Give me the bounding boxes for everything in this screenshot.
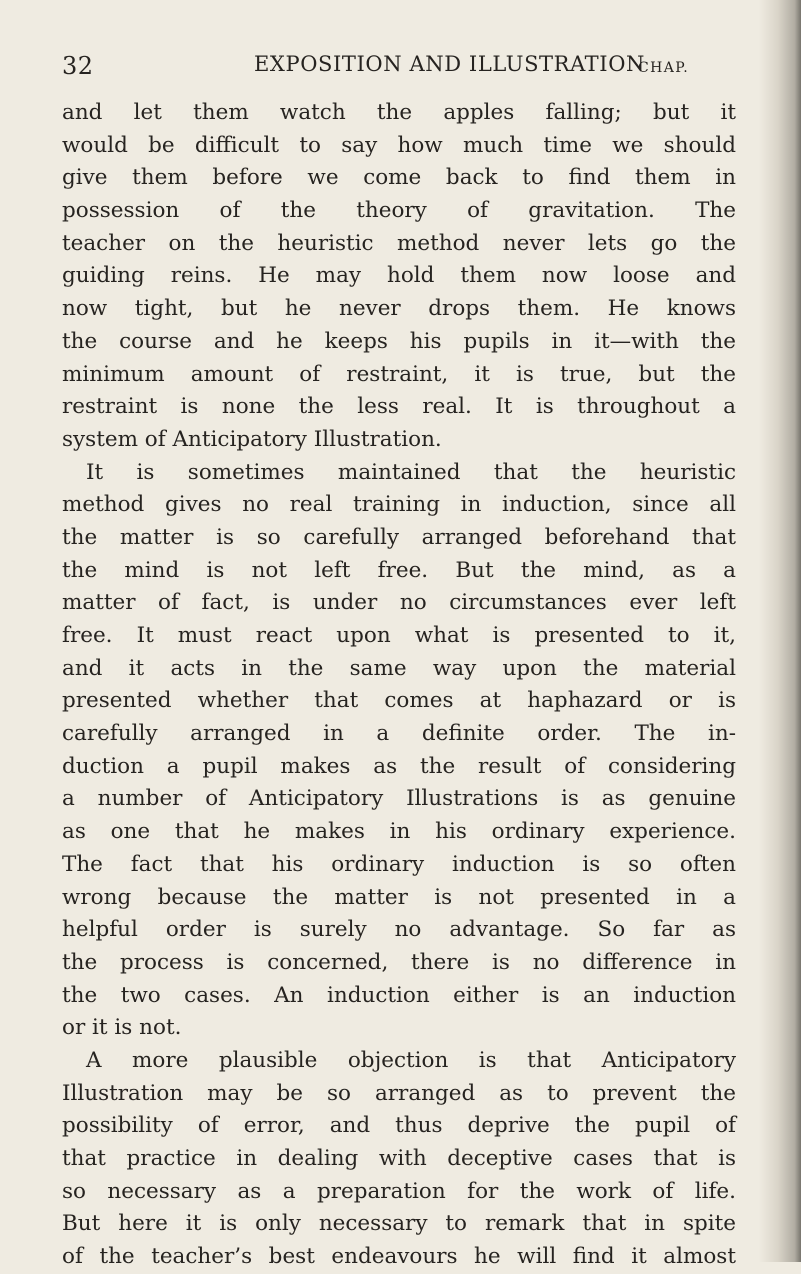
text-line: as one that he makes in his ordinary experience. <box>62 819 736 845</box>
text-line: the course and he keeps his pupils in it—with the <box>62 328 736 354</box>
text-line: method gives no real training in induction, since all <box>62 492 736 518</box>
text-line: now tight, but he never drops them. He knows <box>62 296 736 322</box>
running-title: EXPOSITION AND ILLUSTRATION <box>254 52 645 76</box>
text-line: the two cases. An induction either is an induction <box>62 982 736 1008</box>
text-line: restraint is none the less real. It is throughout a <box>62 394 736 420</box>
paragraph-start-line: A more plausible objection is that Anticipatory <box>86 1047 736 1073</box>
running-header <box>0 52 760 88</box>
page-number: 32 <box>62 52 94 80</box>
text-line: so necessary as a preparation for the work of life. <box>62 1178 736 1204</box>
text-line: teacher on the heuristic method never lets go the <box>62 230 736 256</box>
chapter-abbrev: CHAP. <box>638 60 690 76</box>
paragraph-end-line: system of Anticipatory Illustration. <box>62 426 442 452</box>
text-line: and it acts in the same way upon the material <box>62 655 736 681</box>
text-line: a number of Anticipatory Illustrations is as genuine <box>62 786 736 812</box>
text-line: and let them watch the apples falling; but it <box>62 100 736 125</box>
paragraph-end-line: or it is not. <box>62 1015 182 1041</box>
paragraph-start-line: It is sometimes maintained that the heuristic <box>86 459 736 485</box>
page-spine-shadow <box>759 0 801 1262</box>
text-line: of the teacher’s best endeavours he will find it almost <box>62 1244 736 1270</box>
text-line: would be difficult to say how much time we should <box>62 132 736 158</box>
text-line: free. It must react upon what is presented to it, <box>62 623 736 648</box>
text-line: guiding reins. He may hold them now loose and <box>62 263 736 289</box>
text-line: the mind is not left free. But the mind, as a <box>62 557 736 583</box>
text-line: possession of the theory of gravitation. The <box>62 198 736 224</box>
text-line: the matter is so carefully arranged beforehand that <box>62 524 736 550</box>
text-line: carefully arranged in a definite order. The in- <box>62 721 736 747</box>
text-line: minimum amount of restraint, it is true, but the <box>62 361 736 387</box>
text-line: presented whether that comes at haphazard or is <box>62 688 736 714</box>
text-line: that practice in dealing with deceptive cases that is <box>62 1146 736 1171</box>
text-line: wrong because the matter is not presented in a <box>62 884 736 910</box>
text-line: duction a pupil makes as the result of considering <box>62 753 736 779</box>
text-line: the process is concerned, there is no difference in <box>62 949 736 975</box>
text-line: helpful order is surely no advantage. So far as <box>62 917 736 943</box>
text-line: The fact that his ordinary induction is so often <box>62 851 736 877</box>
text-line: matter of fact, is under no circumstances ever left <box>62 590 736 616</box>
text-line: Illustration may be so arranged as to prevent the <box>62 1080 736 1106</box>
text-line: possibility of error, and thus deprive the pupil of <box>62 1113 736 1139</box>
text-line: But here it is only necessary to remark that in spite <box>62 1211 736 1237</box>
body-text <box>62 97 736 1274</box>
text-line: give them before we come back to find them in <box>62 165 736 191</box>
